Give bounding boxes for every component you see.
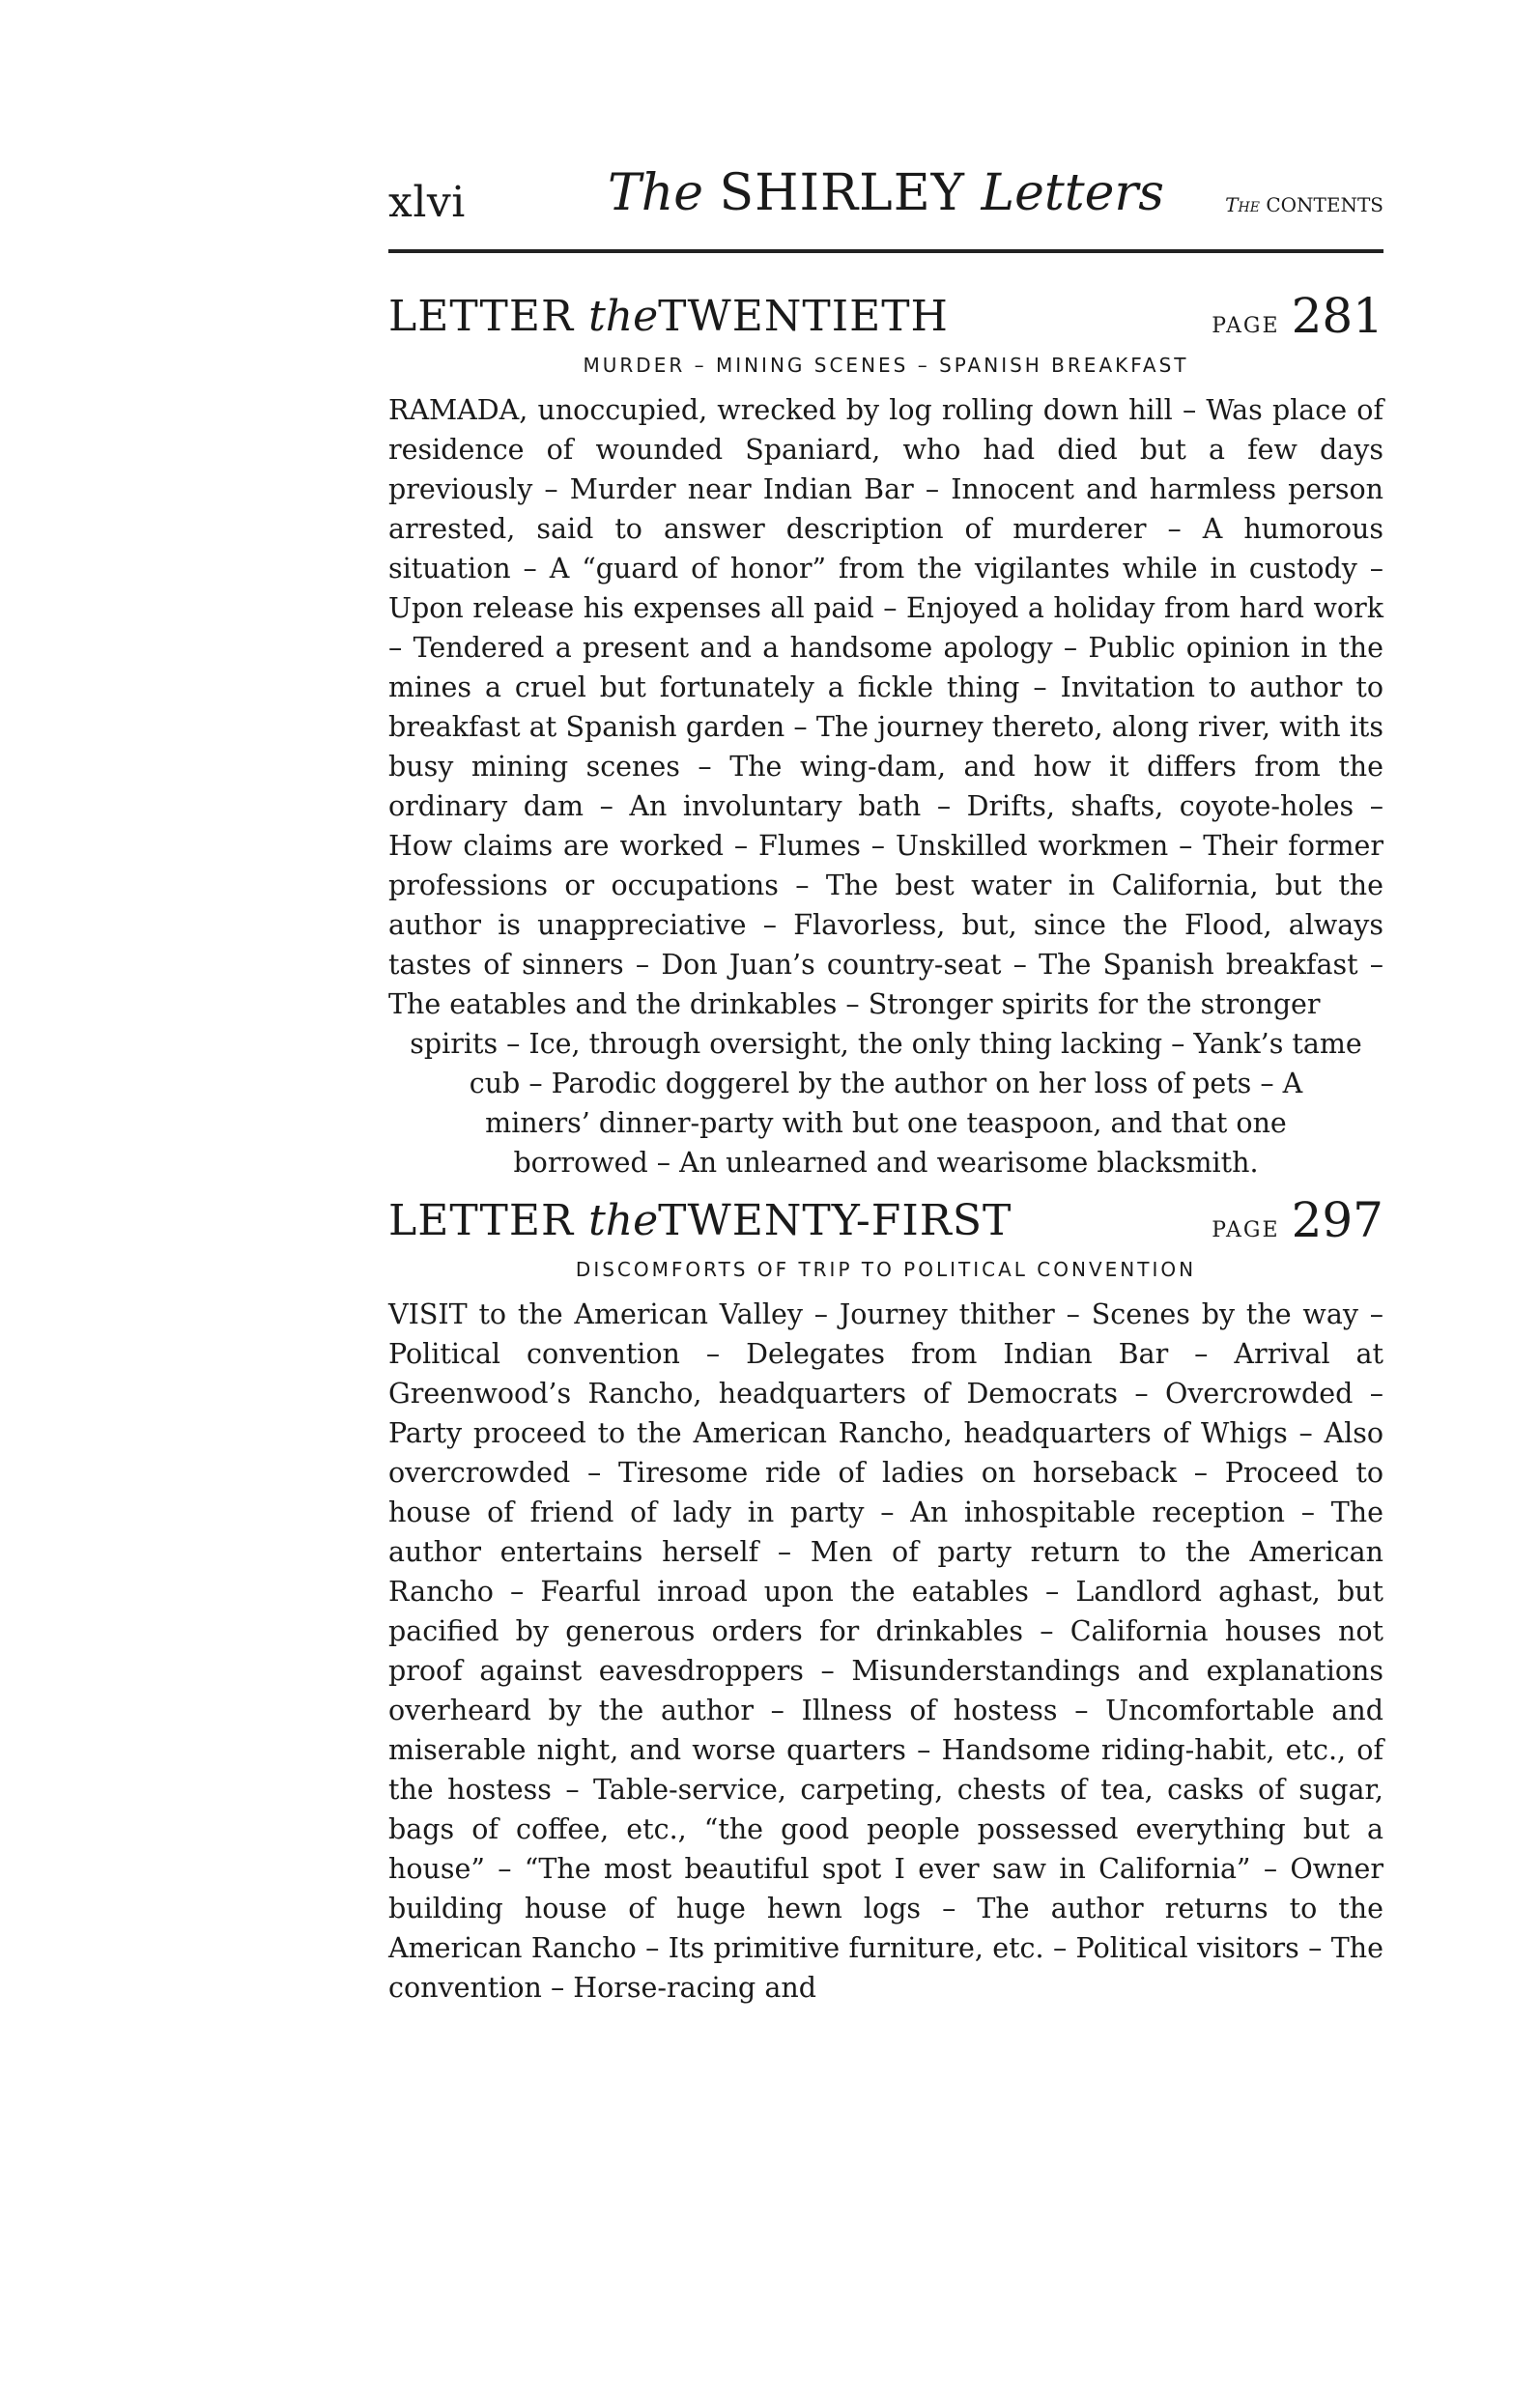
- header-rule: [388, 249, 1383, 253]
- section-label: [1225, 193, 1383, 216]
- summary-text: to the American Valley – Journey thither – Scenes by the way – Political convention – Delegates from Indian Bar – Arrival at Greenwood’s Rancho, headquarters of Democrats – Overcrowded – Party proceed to the American Rancho, headquarters of Whigs – Also overcrowded – Tiresome ride of ladies on horseback – Proceed to house of friend of lady in party – An inhospitable reception – The author entertains herself – Men of party return to the American Rancho – Fearful inroad upon the eatables – Landlord aghast, but pacified by generous orders for drinkables – California houses not proof against eavesdroppers – Misunderstandings and explanations overheard by the author – Illness of hostess – Uncomfortable and miserable night, and worse quarters – Handsome riding-habit, etc., of the hostess – Table-service, carpeting, chests of tea, casks of sugar, bags of coffee, etc., “the good people possessed everything but a house” – “The most beautiful spot I ever saw in California” – Owner building house of huge hewn logs – The author returns to the American Rancho – Its primitive furniture, etc. – Political visitors – The convention – Horse-racing and: [388, 1298, 1384, 2004]
- running-header: [388, 164, 1383, 242]
- letter-title-ordinal: TWENTY-FIRST: [658, 1196, 1012, 1245]
- page-word: PAGE: [1212, 1218, 1280, 1242]
- tail-line: spirits – Ice, through oversight, the only thing lacking – Yank’s tame: [410, 1028, 1362, 1060]
- letter-title-the: the: [588, 292, 659, 341]
- letter-twenty-first: [388, 1192, 1384, 2008]
- letter-summary: [388, 1295, 1383, 2008]
- running-title-shirley: SHIRLEY: [719, 164, 965, 222]
- page-reference: [1212, 288, 1383, 344]
- summary-text: unoccupied, wrecked by log rolling down hill – Was place of residence of wounded Spaniard, who had died but a few days previously – Murder near Indian Bar – Innocent and harmless person arrested, said to answer description of murderer – A humorous situation – A “guard of honor” from the vigilantes while in custody – Upon release his expenses all paid – Enjoyed a holiday from hard work – Tendered a present and a handsome apology – Public opinion in the mines a cruel but fortunately a fickle thing – Invitation to author to breakfast at Spanish garden – The journey thereto, along river, with its busy mining scenes – The wing-dam, and how it differs from the ordinary dam – An involuntary bath – Drifts, shafts, coyote-holes – How claims are worked – Flumes – Unskilled workmen – Their former professions or occupations – The best water in California, but the author is unappreciative – Flavorless, but, since the Flood, always tastes of sinners – Don Juan’s country-seat – The Spanish breakfast – The eatables and the drinkables – Stronger spirits for the stronger: [388, 394, 1383, 1020]
- page-word: PAGE: [1212, 314, 1280, 338]
- lead-word: RAMADA,: [388, 394, 528, 426]
- section-label-the: The: [1225, 193, 1260, 216]
- letter-summary: [388, 390, 1383, 1024]
- letter-title-prefix: LETTER: [388, 292, 575, 341]
- letter-heading: [388, 1192, 1383, 1256]
- summary-tail: [388, 1024, 1383, 1183]
- running-title-the: The: [608, 164, 703, 222]
- running-title-letters: Letters: [981, 164, 1164, 222]
- letter-subtitle: DISCOMFORTS OF TRIP TO POLITICAL CONVENTION: [575, 1258, 1197, 1281]
- letter-title-prefix: LETTER: [388, 1196, 575, 1245]
- letter-subtitle: MURDER – MINING SCENES – SPANISH BREAKFAST: [583, 354, 1189, 377]
- tail-line: cub – Parodic doggerel by the author on her loss of pets – A: [469, 1068, 1303, 1099]
- letter-title: [388, 292, 949, 341]
- letter-title-ordinal: TWENTIETH: [658, 292, 949, 341]
- folio-number: xlvi: [388, 178, 466, 227]
- lead-word: VISIT: [388, 1298, 468, 1330]
- letter-title-the: the: [588, 1196, 659, 1245]
- page-reference: [1212, 1192, 1383, 1248]
- letter-title: [388, 1196, 1012, 1245]
- page-number: 281: [1291, 288, 1383, 344]
- page-number: 297: [1291, 1192, 1383, 1248]
- section-label-contents: CONTENTS: [1266, 193, 1383, 216]
- letter-twentieth: [388, 288, 1383, 1183]
- tail-line: borrowed – An unlearned and wearisome blacksmith.: [513, 1147, 1259, 1179]
- tail-line: miners’ dinner-party with but one teaspoon, and that one: [485, 1107, 1287, 1139]
- letter-heading: [388, 288, 1383, 352]
